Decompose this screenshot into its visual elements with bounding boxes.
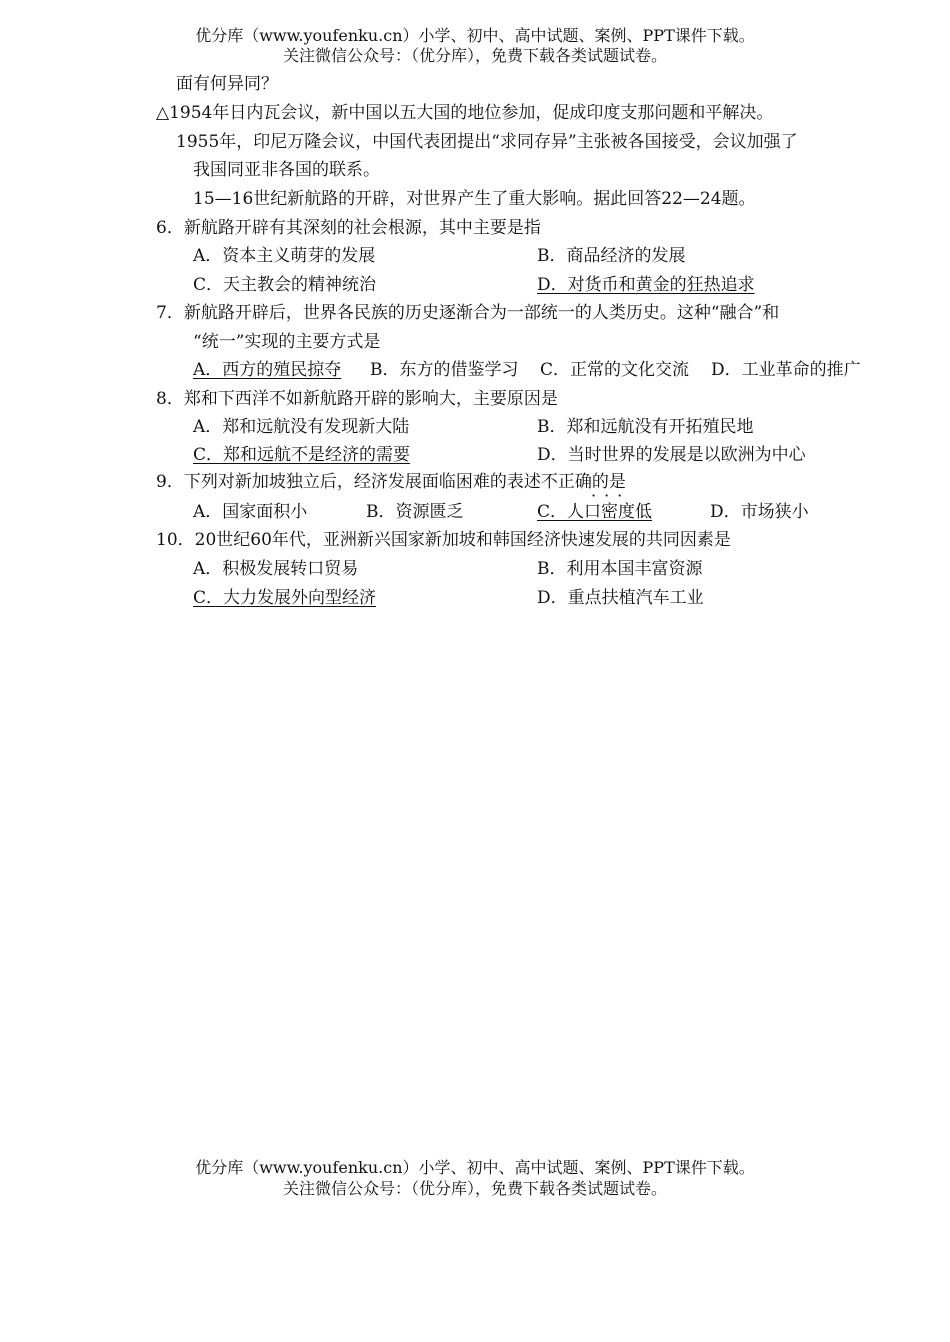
question-7-option-a: A．西方的殖民掠夺 bbox=[193, 360, 342, 380]
question-8-option-b: B．郑和远航没有开拓殖民地 bbox=[537, 417, 754, 437]
question-8-option-a: A．郑和远航没有发现新大陆 bbox=[193, 417, 410, 437]
question-10-stem: 10．20世纪60年代，亚洲新兴国家新加坡和韩国经济快速发展的共同因素是 bbox=[156, 530, 731, 550]
question-7-stem: 7．新航路开辟后，世界各民族的历史逐渐合为一部统一的人类历史。这种“融合”和 bbox=[156, 303, 780, 323]
intro-line-3: 1955年，印尼万隆会议，中国代表团提出“求同存异”主张被各国接受，会议加强了 bbox=[176, 132, 798, 152]
question-6-option-a: A．资本主义萌芽的发展 bbox=[193, 246, 376, 266]
question-8-option-d: D．当时世界的发展是以欧洲为中心 bbox=[537, 445, 806, 465]
question-10-option-b: B．利用本国丰富资源 bbox=[537, 559, 703, 579]
question-6-stem: 6．新航路开辟有其深刻的社会根源，其中主要是指 bbox=[156, 218, 541, 238]
emphasis-dots: ··· bbox=[591, 486, 631, 505]
intro-line-2: △1954年日内瓦会议，新中国以五大国的地位参加，促成印度支那问题和平解决。 bbox=[156, 103, 774, 123]
question-10-option-a: A．积极发展转口贸易 bbox=[193, 559, 359, 579]
question-6-option-b: B．商品经济的发展 bbox=[537, 246, 686, 266]
question-7-stem-2: “统一”实现的主要方式是 bbox=[193, 332, 381, 352]
question-7-option-b: B．东方的借鉴学习 bbox=[370, 360, 519, 380]
question-6-option-d: D．对货币和黄金的狂热追求 bbox=[537, 275, 755, 295]
intro-line-5: 15—16世纪新航路的开辟，对世界产生了重大影响。据此回答22—24题。 bbox=[193, 189, 756, 209]
question-7-option-d: D．工业革命的推广 bbox=[711, 360, 861, 380]
question-9-option-b: B．资源匮乏 bbox=[366, 502, 464, 522]
question-9-stem: 9．下列对新加坡独立后，经济发展面临困难的表述不正确的是 bbox=[156, 472, 626, 492]
question-10-option-c: C．大力发展外向型经济 bbox=[193, 588, 377, 608]
intro-line-4: 我国同亚非各国的联系。 bbox=[193, 160, 380, 180]
question-8-stem: 8．郑和下西洋不如新航路开辟的影响大，主要原因是 bbox=[156, 389, 558, 409]
question-10-option-d: D．重点扶植汽车工业 bbox=[537, 588, 704, 608]
footer-line-2: 关注微信公众号：（优分库），免费下载各类试题试卷。 bbox=[282, 1179, 667, 1198]
question-6-option-c: C．天主教会的精神统治 bbox=[193, 275, 377, 295]
question-9-option-d: D．市场狭小 bbox=[710, 502, 809, 522]
header-line-1: 优分库（www.youfenku.cn）小学、初中、高中试题、案例、PPT课件下载。 bbox=[195, 26, 755, 45]
intro-line-1: 面有何异同？ bbox=[176, 74, 278, 94]
question-9-option-c: C．人口密度低 bbox=[537, 502, 653, 522]
question-9-option-a: A．国家面积小 bbox=[193, 502, 308, 522]
header-line-2: 关注微信公众号：（优分库），免费下载各类试题试卷。 bbox=[282, 46, 667, 65]
question-8-option-c: C．郑和远航不是经济的需要 bbox=[193, 445, 411, 465]
question-7-option-c: C．正常的文化交流 bbox=[540, 360, 690, 380]
footer-line-1: 优分库（www.youfenku.cn）小学、初中、高中试题、案例、PPT课件下载。 bbox=[195, 1158, 755, 1177]
